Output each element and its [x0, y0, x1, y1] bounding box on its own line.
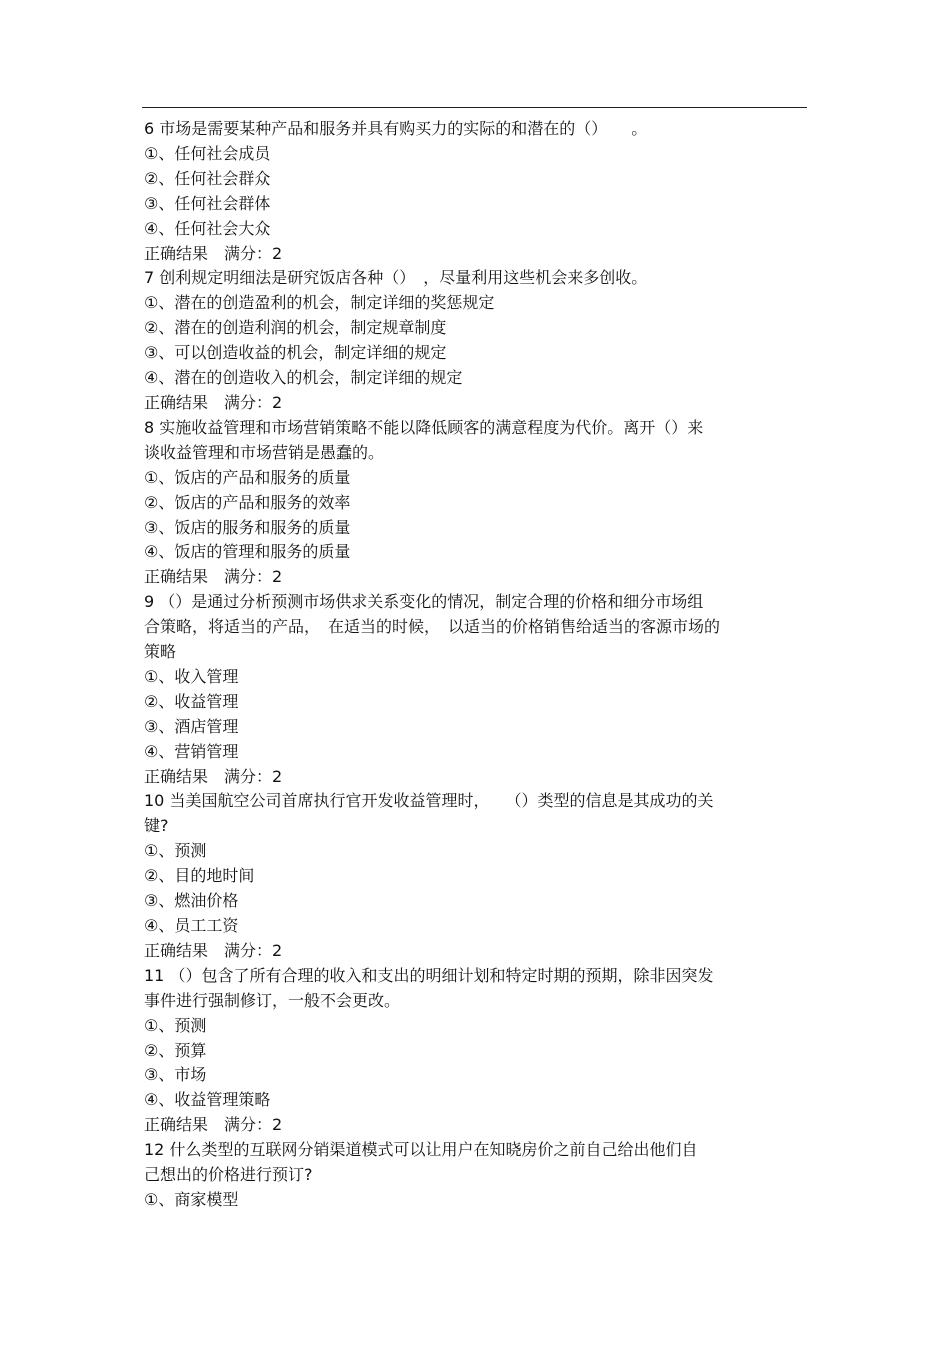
option-2: ②、目的地时间	[144, 866, 255, 886]
option-1: ①、潜在的创造盈利的机会，制定详细的奖惩规定	[144, 293, 495, 313]
option-1: ①、预测	[144, 1015, 207, 1035]
option-1: ①、任何社会成员	[144, 143, 271, 163]
option-4: ④、任何社会大众	[144, 218, 271, 238]
question-text-cont: 合策略，将适当的产品， 在适当的时候， 以适当的价格销售给适当的客源市场的	[144, 617, 721, 637]
option-4: ④、饭店的管理和服务的质量	[144, 542, 351, 562]
option-3: ③、饭店的服务和服务的质量	[144, 517, 351, 537]
question-block	[144, 1138, 794, 1213]
result-line: 正确结果 满分：2	[144, 392, 283, 412]
result-line: 正确结果 满分：2	[144, 766, 283, 786]
question-block	[144, 590, 794, 789]
question-text: 6 市场是需要某种产品和服务并具有购买力的实际的和潜在的（） 。	[144, 119, 648, 138]
header-rule	[142, 107, 807, 108]
result-line: 正确结果 满分：2	[144, 243, 283, 263]
question-block	[144, 789, 794, 963]
question-text: 9 （）是通过分析预测市场供求关系变化的情况，制定合理的价格和细分市场组	[144, 592, 704, 612]
question-text: 10 当美国航空公司首席执行官开发收益管理时， （）类型的信息是其成功的关	[144, 791, 714, 811]
option-4: ④、潜在的创造收入的机会，制定详细的规定	[144, 368, 463, 388]
question-list	[144, 117, 794, 1213]
question-text-cont: 键?	[144, 816, 169, 836]
question-text: 11 （）包含了所有合理的收入和支出的明细计划和特定时期的预期，除非因突发	[144, 965, 714, 985]
question-text-cont: 事件进行强制修订，一般不会更改。	[144, 990, 401, 1010]
result-line: 正确结果 满分：2	[144, 567, 283, 587]
option-2: ②、饭店的产品和服务的效率	[144, 492, 351, 512]
question-text: 7 创利规定明细法是研究饭店各种（） ，尽量利用这些机会来多创收。	[144, 268, 648, 288]
option-4: ④、收益管理策略	[144, 1090, 271, 1110]
option-2: ②、潜在的创造利润的机会，制定规章制度	[144, 318, 447, 338]
question-text: 8 实施收益管理和市场营销策略不能以降低顾客的满意程度为代价。离开（）来	[144, 417, 704, 437]
option-3: ③、可以创造收益的机会，制定详细的规定	[144, 343, 447, 363]
option-3: ③、任何社会群体	[144, 193, 271, 213]
option-3: ③、燃油价格	[144, 891, 239, 911]
option-2: ②、预算	[144, 1040, 207, 1060]
option-4: ④、营销管理	[144, 741, 239, 761]
option-1: ①、商家模型	[144, 1189, 239, 1209]
question-block	[144, 964, 794, 1138]
option-2: ②、收益管理	[144, 691, 239, 711]
question-text-cont: 己想出的价格进行预订?	[144, 1165, 313, 1185]
question-block	[144, 416, 794, 590]
option-2: ②、任何社会群众	[144, 168, 271, 188]
option-1: ①、预测	[144, 841, 207, 861]
option-3: ③、市场	[144, 1065, 207, 1085]
option-4: ④、员工工资	[144, 916, 239, 935]
option-1: ①、饭店的产品和服务的质量	[144, 467, 351, 487]
result-line: 正确结果 满分：2	[144, 1115, 283, 1135]
question-block	[144, 266, 794, 415]
question-text: 12 什么类型的互联网分销渠道模式可以让用户在知晓房价之前自己给出他们自	[144, 1140, 698, 1160]
question-block	[144, 117, 794, 266]
question-text-cont: 策略	[144, 642, 177, 662]
option-1: ①、收入管理	[144, 666, 239, 686]
result-line: 正确结果 满分：2	[144, 940, 283, 960]
option-3: ③、酒店管理	[144, 716, 239, 736]
question-text-cont: 谈收益管理和市场营销是愚蠢的。	[144, 442, 385, 462]
